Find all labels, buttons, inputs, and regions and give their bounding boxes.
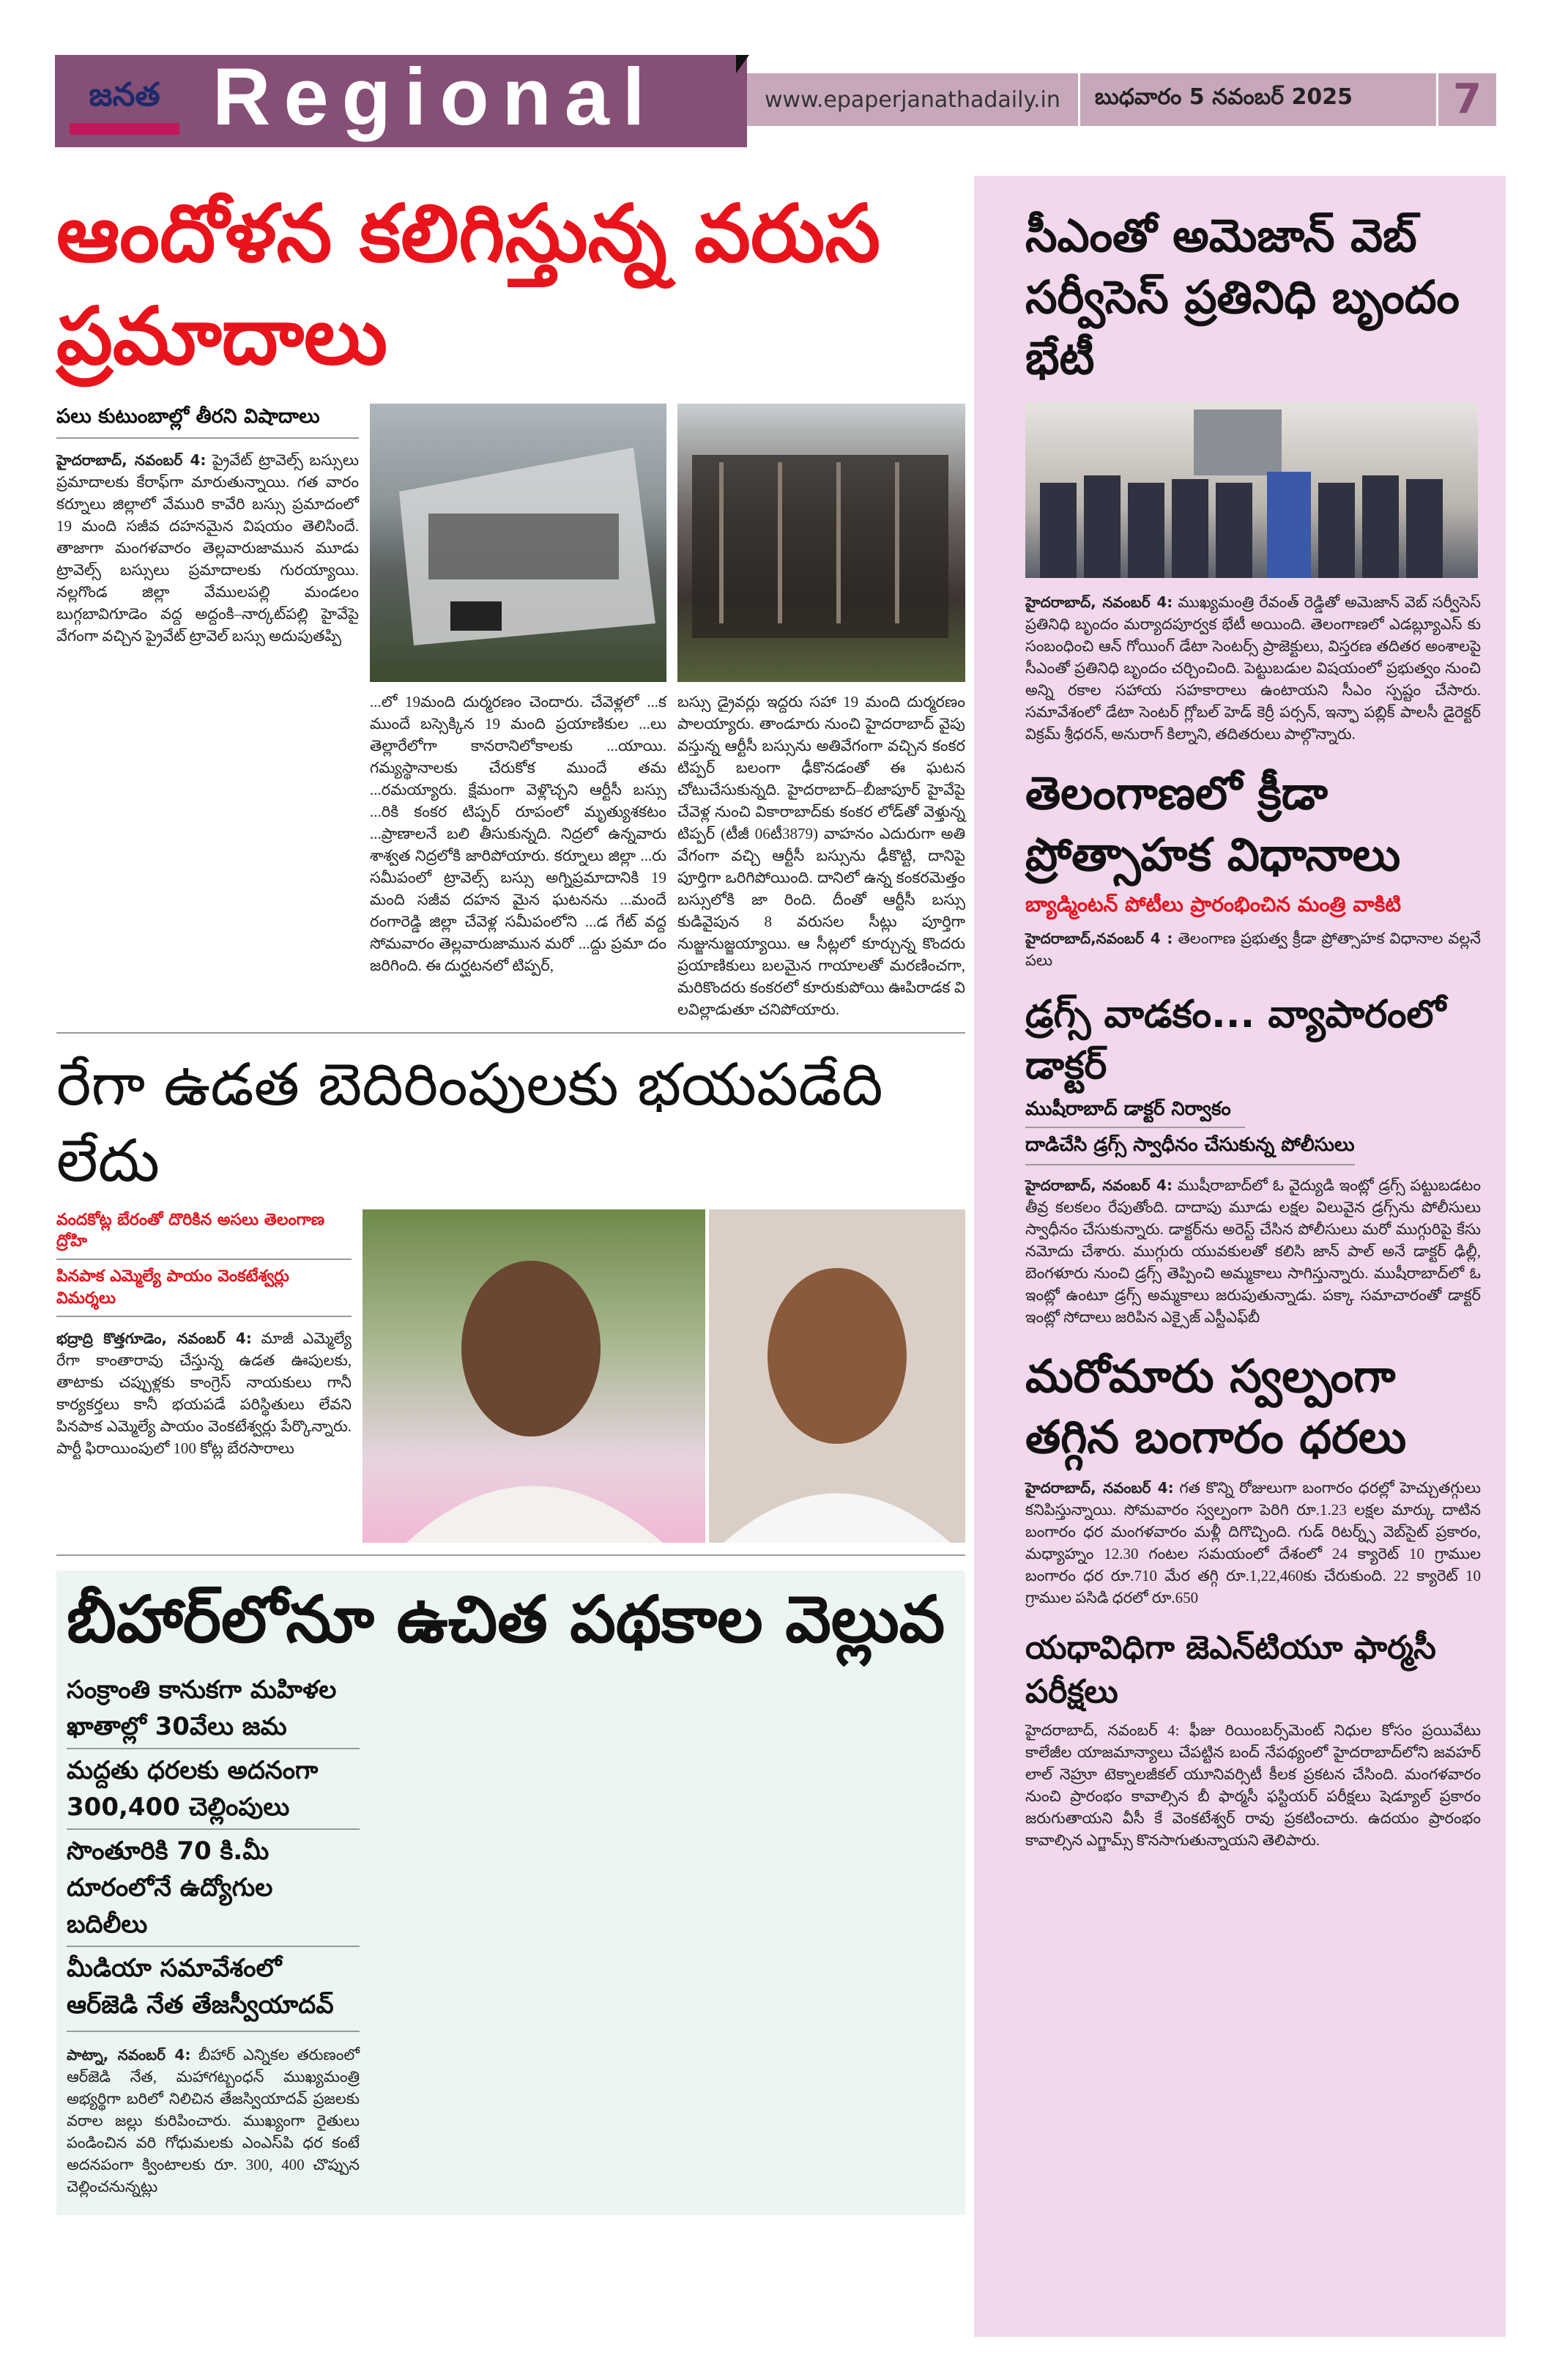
rega-subhead-2: పినపాక ఎమ్మెల్యే పాయం వెంకటేశ్వర్లు విమర్శలు xyxy=(56,1267,289,1308)
right-panel xyxy=(974,176,1506,2337)
lead-story-column xyxy=(56,404,359,1020)
bihar-highlights xyxy=(67,1672,360,2198)
drugs-text: ముషీరాబాద్‌లో ఓ వైద్యుడి ఇంట్లో డ్రగ్స్ పట్టుబడటం తీవ్ర కలకలం రేపుతోంది. దాదాపు మూడు లక్షల విలువైన డ్రగ్స్‌ను పోలీసులు స్వాధీనం చేసుకున్నారు. డాక్టర్‌ను అరెస్ట్ చేసిన పోలీసులు మరో ముగ్గురిపై కేసు నమోదు చేశారు. ముగ్గురు యువకులతో కలిసి జాన్ పాల్ అనే డాక్టర్ ఢిల్లీ, బెంగళూరు నుంచి డ్రగ్స్ తెప్పించి అమ్మకాలు సాగిస్తున్నారు. ముషీరాబాద్‌లో ఓ ఇంట్లో ఉంటూ డ్రగ్స్ అమ్మకాలు జరుపుతున్నాడు. పక్కా సమాచారంతో డాక్టర్ ఇంట్లో సోదాలు జరిపిన ఎక్సైజ్ ఎస్టీఎఫ్‌బీ xyxy=(1025,1176,1482,1326)
section-title: Regional xyxy=(212,52,658,142)
issue-date: బుధవారం 5 నవంబర్ 2025 xyxy=(1094,84,1353,110)
group-photo xyxy=(1025,402,1478,578)
drugs-story xyxy=(1025,989,1481,1328)
drugs-headline: డ్రగ్స్ వాడకం... వ్యాపారంలో డాక్టర్ xyxy=(1025,993,1446,1089)
logo-text: జనత xyxy=(89,76,160,114)
rega-story-column xyxy=(56,1209,359,1459)
dateline: పాట్నా, నవంబర్ 4: xyxy=(67,2046,191,2064)
divider xyxy=(67,2031,360,2032)
portrait-mla xyxy=(363,1209,705,1543)
lead-body-col2: ...లో 19మంది దుర్మరణం చెందారు. చేవెళ్లలో ...క ముందే బస్సెక్కిన 19 మంది ప్రయాణికుల ...లు తెల్లారేలోగా కానరానిలోకాలకు ...యాయి. గమ్యస్థానాలకు చేరుకోక ముందే తమ ...రమయ్యారు. క్షేమంగా వెళ్లొచ్చని ఆర్టీసీ బస్సు ...రికి కంకర టిప్పర్ రూపంలో మృత్యుశకటం ...ప్రాణాలనే బలి తీసుకున్నది. నిద్రలో ఉన్నవారు శాశ్వత నిద్రలోకి జారిపోయారు. కర్నూలు జిల్లా ...రు సమీపంలో ట్రావెల్స్ బస్సు అగ్నిప్రమాదానికి 19 మంది సజీవ దహన మైన ఘటనను ...మందే రంగారెడ్డి జిల్లా చేవెళ్ల సమీపంలోని ...డ గేట్ వద్ద సోమవారం తెల్లవారుజామున మరో ...ద్దు ప్రమా దం జరిగింది. ఈ దుర్ఘటనలో టిప్పర్, xyxy=(370,692,666,974)
rega-body xyxy=(56,1327,352,1459)
portrait-former-mla xyxy=(709,1209,965,1543)
corner-triangle xyxy=(736,55,749,73)
sports-headline: తెలంగాణలో క్రీడా ప్రోత్సాహక విధానాలు xyxy=(1025,766,1401,881)
dateline: హైదరాబాద్, నవంబర్ 4: xyxy=(1025,593,1173,612)
divider xyxy=(67,1946,360,1947)
divider xyxy=(56,1032,965,1034)
aws-text: ముఖ్యమంత్రి రేవంత్ రెడ్డితో అమెజాన్ వెబ్ సర్వీసెస్ ప్రతినిధి బృందం మర్యాదపూర్వక భేటీ అయింది. తెలంగాణలో ఎడబ్ల్యూఎస్ కు సంబంధించి ఆన్ గోయింగ్ డేటా సెంటర్స్ ప్రాజెక్టులు, విస్తరణ తదితర అంశాలపై సీఎంతో ప్రతినిధి బృందం చర్చించింది. పెట్టుబడుల విషయంలో ప్రభుత్వం నుంచి అన్ని రకాల సహాయ సహకారాలు ఉంటాయని సీఎం స్పష్టం చేసారు. సమావేశంలో డేటా సెంటర్ గ్లోబల్ హెడ్ కెర్రీ పర్సన్, ఇన్ఫా పబ్లిక్ పాలసీ డైరెక్టర్ విక్రమ్ శ్రీధరన్, అనురాగ్ కిల్నాని, తదితరులు పాల్గొన్నారు. xyxy=(1025,593,1481,744)
highlight-item: మద్దతు ధరలకు అదనంగా 300,400 చెల్లింపులు xyxy=(67,1756,319,1823)
bihar-text: బీహార్ ఎన్నికల తరుణంలో ఆర్‌జెడి నేత, మహాగట్బంధన్ ముఖ్యమంత్రి అభ్యర్థిగా బరిలో నిలిచిన తేజస్వియాదవ్ ప్రజలకు వరాల జల్లు కురిపించారు. ముఖ్యంగా రైతులు పండించిన వరి గోధుమలకు ఎంఎస్‌పి ధర కంటే అదనపంగా క్వింటాలకు రూ. 300, 400 చొప్పున చెల్లించనున్నట్లు xyxy=(67,2046,360,2196)
jntu-headline: యధావిధిగా జెఎన్‌టియూ ఫార్మసీ పరీక్షలు xyxy=(1025,1629,1436,1710)
drugs-subhead-1: ముషీరాబాద్ డాక్టర్ నిర్వాకం xyxy=(1025,1097,1231,1120)
jntu-body xyxy=(1025,1719,1481,1851)
lead-body xyxy=(56,449,359,647)
drugs-body xyxy=(1025,1174,1481,1328)
drugs-subhead-2: దాడిచేసి డ్రగ్స్ స్వాధీనం చేసుకున్న పోలీసులు xyxy=(1025,1133,1355,1156)
aws-headline: సీఎంతో అమెజాన్ వెబ్ సర్వీసెస్ ప్రతినిధి బృందం భేటీ xyxy=(1025,209,1460,385)
rega-text: మాజీ ఎమ్మెల్యే రేగా కాంతారావు చేస్తున్న ఉడత ఊపులకు, తాటాకు చప్పుళ్లకు కాంగ్రెస్ నాయకులు గానీ కార్యకర్తలు కానీ భయపడే పరిస్థితులు లేవని పినపాక ఎమ్మెల్యే పాయం వెంకటేశ్వర్లు పేర్కొన్నారు. పార్టీ ఫిరాయింపులో 100 కోట్ల బేరసారాలు xyxy=(56,1329,352,1457)
aws-story xyxy=(1025,205,1481,745)
divider xyxy=(1025,1127,1245,1128)
person-portrait xyxy=(709,1209,965,1543)
dateline: హైదరాబాద్, నవంబర్ 4: xyxy=(1025,1721,1180,1739)
highlight-item: మీడియా సమావేశంలో ఆర్‌జెడి నేత తేజస్వీయాదవ్ xyxy=(67,1954,334,2020)
sports-subhead: బ్యాడ్మింటన్ పోటీలు ప్రారంభించిన మంత్రి వాకిటి xyxy=(1025,892,1401,917)
rega-story xyxy=(56,1209,965,1543)
dateline: హైదరాబాద్,నవంబర్ 4 : xyxy=(1025,930,1173,948)
page-number: 7 xyxy=(1453,75,1482,123)
bihar-body xyxy=(67,2044,360,2198)
header-band xyxy=(747,73,1496,126)
dateline: హైదరాబాద్, నవంబర్ 4: xyxy=(1025,1479,1174,1497)
website-url[interactable]: www.epaperjanathadaily.in xyxy=(765,86,1060,113)
lead-story xyxy=(56,404,965,1020)
lead-headline: ఆందోళన కలిగిస్తున్న వరుస ప్రమాదాలు xyxy=(56,188,881,383)
left-content xyxy=(56,183,965,2215)
logo-tagline-strip xyxy=(70,123,179,135)
divider xyxy=(56,1258,352,1260)
photo-cm-aws-meeting xyxy=(1025,402,1478,578)
gold-story xyxy=(1025,1346,1481,1609)
aws-body xyxy=(1025,591,1481,745)
highlight-item: సంక్రాంతి కానుకగా మహిళల ఖాతాల్లో 30వేలు జమ xyxy=(67,1675,337,1742)
gold-headline: మరోమారు స్వల్పంగా తగ్గిన బంగారం ధరలు xyxy=(1025,1349,1407,1464)
sports-body xyxy=(1025,927,1481,971)
divider xyxy=(67,1748,360,1749)
divider xyxy=(1025,1164,1355,1165)
sports-story xyxy=(1025,763,1481,971)
divider xyxy=(56,1316,352,1317)
gold-text: గత కొన్ని రోజులుగా బంగారం ధరల్లో హెచ్చుతగ్గులు కనిపిస్తున్నాయి. సోమవారం స్వల్పంగా పెరిగి రూ.1.23 లక్షల మార్కు దాటిన బంగారం ధర మంగళవారం మళ్లీ దిగొచ్చింది. గుడ్ రిటర్న్స్ వెబ్‌సైట్ ప్రకారం, మధ్యాహ్నం 12.30 గంటల సమయంలో దేశంలో 24 క్యారెట్ 10 గ్రాముల బంగారం ధర రూ.710 మేర తగ్గి రూ.1,22,460కు చేరుకుంది. 22 క్యారెట్ 10 గ్రాముల పసిడి ధరలో రూ.650 xyxy=(1025,1479,1482,1607)
rega-headline: రేగా ఉడత బెదిరింపులకు భయపడేది లేదు xyxy=(56,1050,883,1195)
sports-text: తెలంగాణ ప్రభుత్వ క్రీడా ప్రోత్సాహక విధానాల వల్లనే పలు xyxy=(1025,930,1481,970)
bus-wreck-image xyxy=(370,404,666,682)
dateline: హైదరాబాద్, నవంబర్ 4: xyxy=(56,451,207,470)
lead-body-col3: బస్సు డ్రైవర్లు ఇద్దరు సహా 19 మంది దుర్మరణం పాలయ్యారు. తాండూరు నుంచి హైదరాబాద్ వైపు వస్తున్న ఆర్టీసీ బస్సును అతివేగంగా వచ్చిన కంకర టిప్పర్ బలంగా ఢీకొనడంతో ఈ ఘటన చోటుచేసుకున్నది. హైదరాబాద్–బీజాపూర్ హైవేపై చేవెళ్ల నుంచి వికారాబాద్‌కు కంకర లోడ్‌తో వెళ్తున్న టిప్పర్ (టీజీ 06టీ3879) వాహనం ఎదురుగా అతి వేగంగా వచ్చి ఆర్టీసీ బస్సును ఢీకొట్టి, దానిపై పూర్తిగా ఒరిగిపోయింది. దానిలో ఉన్న కంకరమెత్తం బస్సులోకి జా రింది. దీంతో ఆర్టీసీ బస్సు కుడివైపున 8 వరుసల సీట్లు పూర్తిగా నుజ్జునుజ్జయ్యాయి. ఆ సీట్లలో కూర్చున్న కొందరు ప్రయాణికులు బలమైన గాయాలతో మరణించగా, మరికొందరు కంకరలో కూరుకుపోయి ఊపిరాడక వి లవిల్లాడుతూ చనిపోయారు. xyxy=(677,692,965,1018)
burnt-bus-image xyxy=(677,404,965,682)
divider xyxy=(56,1554,965,1556)
dateline: హైదరాబాద్, నవంబర్ 4: xyxy=(1025,1176,1173,1194)
bihar-headline: బీహార్‌లోనూ ఉచిత పథకాల వెల్లువ xyxy=(67,1581,945,1657)
photo-bus-crash xyxy=(370,404,666,682)
photo-burnt-bus xyxy=(677,404,965,682)
dateline: భద్రాద్రి కొత్తగూడెం, నవంబర్ 4: xyxy=(56,1329,252,1347)
jntu-story xyxy=(1025,1626,1481,1851)
person-portrait xyxy=(363,1209,705,1543)
newspaper-logo xyxy=(70,70,179,121)
gold-body xyxy=(1025,1477,1481,1609)
lead-text: ప్రైవేట్ ట్రావెల్స్ బస్సులు ప్రమాదాలకు కేరాఫ్‌గా మారుతున్నాయి. గత వారం కర్నూలు జిల్లాలో వేమురి కావేరి బస్సు ప్రమాదంలో 19 మంది సజీవ దహనమైన విషయం తెలిసిందే. తాజాగా మంగళవారం తెల్లవారుజామున మూడు ట్రావెల్స్ బస్సులు ప్రమాదాలకు గురయ్యాయి. నల్లగొండ జిల్లా వేములపల్లి మండలం బుగ్గబావిగూడెం వద్ద అద్దంకి–నార్కట్‌పల్లి హైవేపై వేగంగా వచ్చిన ప్రైవేట్ ట్రావెల్ బస్సు అదుపుతప్పి xyxy=(56,451,359,645)
bihar-story-panel xyxy=(56,1571,965,2215)
rega-subhead-1: వందకోట్ల బేరంతో దొరికిన అసలు తెలంగాణ ద్రోహి xyxy=(56,1210,325,1251)
divider xyxy=(56,437,359,439)
divider xyxy=(67,1828,360,1830)
jntu-text: ఫీజు రియింబర్స్‌మెంట్ నిధుల కోసం ప్రయివేటు కాలేజీల యాజమాన్యాలు చేపట్టిన బంద్ నేపథ్యంలో హైదరాబాద్‌లోని జవహర్ లాల్ నెహ్రూ టెక్నాలజీకల్ యూనివర్సిటీ కీలక ప్రకటన చేసింది. మంగళవారం నుంచి ప్రారంభం కావాల్సిన బీ ఫార్మసీ ఫస్టియర్ పరీక్షలు షెడ్యూల్ ప్రకారం జరుగుతాయని వీసీ కే వెంకటేశ్వర్ రావు ప్రకటించారు. ఉదయం ప్రారంభం కావాల్సిన ఎగ్జామ్స్ కొనసాగుతున్నాయని తెలిపారు. xyxy=(1025,1721,1481,1849)
lead-subhead: పలు కుటుంబాల్లో తీరని విషాదాలు xyxy=(56,404,320,428)
highlight-item: సొంతూరికి 70 కి.మీ దూరంలోనే ఉద్యోగుల బదిలీలు xyxy=(67,1836,273,1940)
